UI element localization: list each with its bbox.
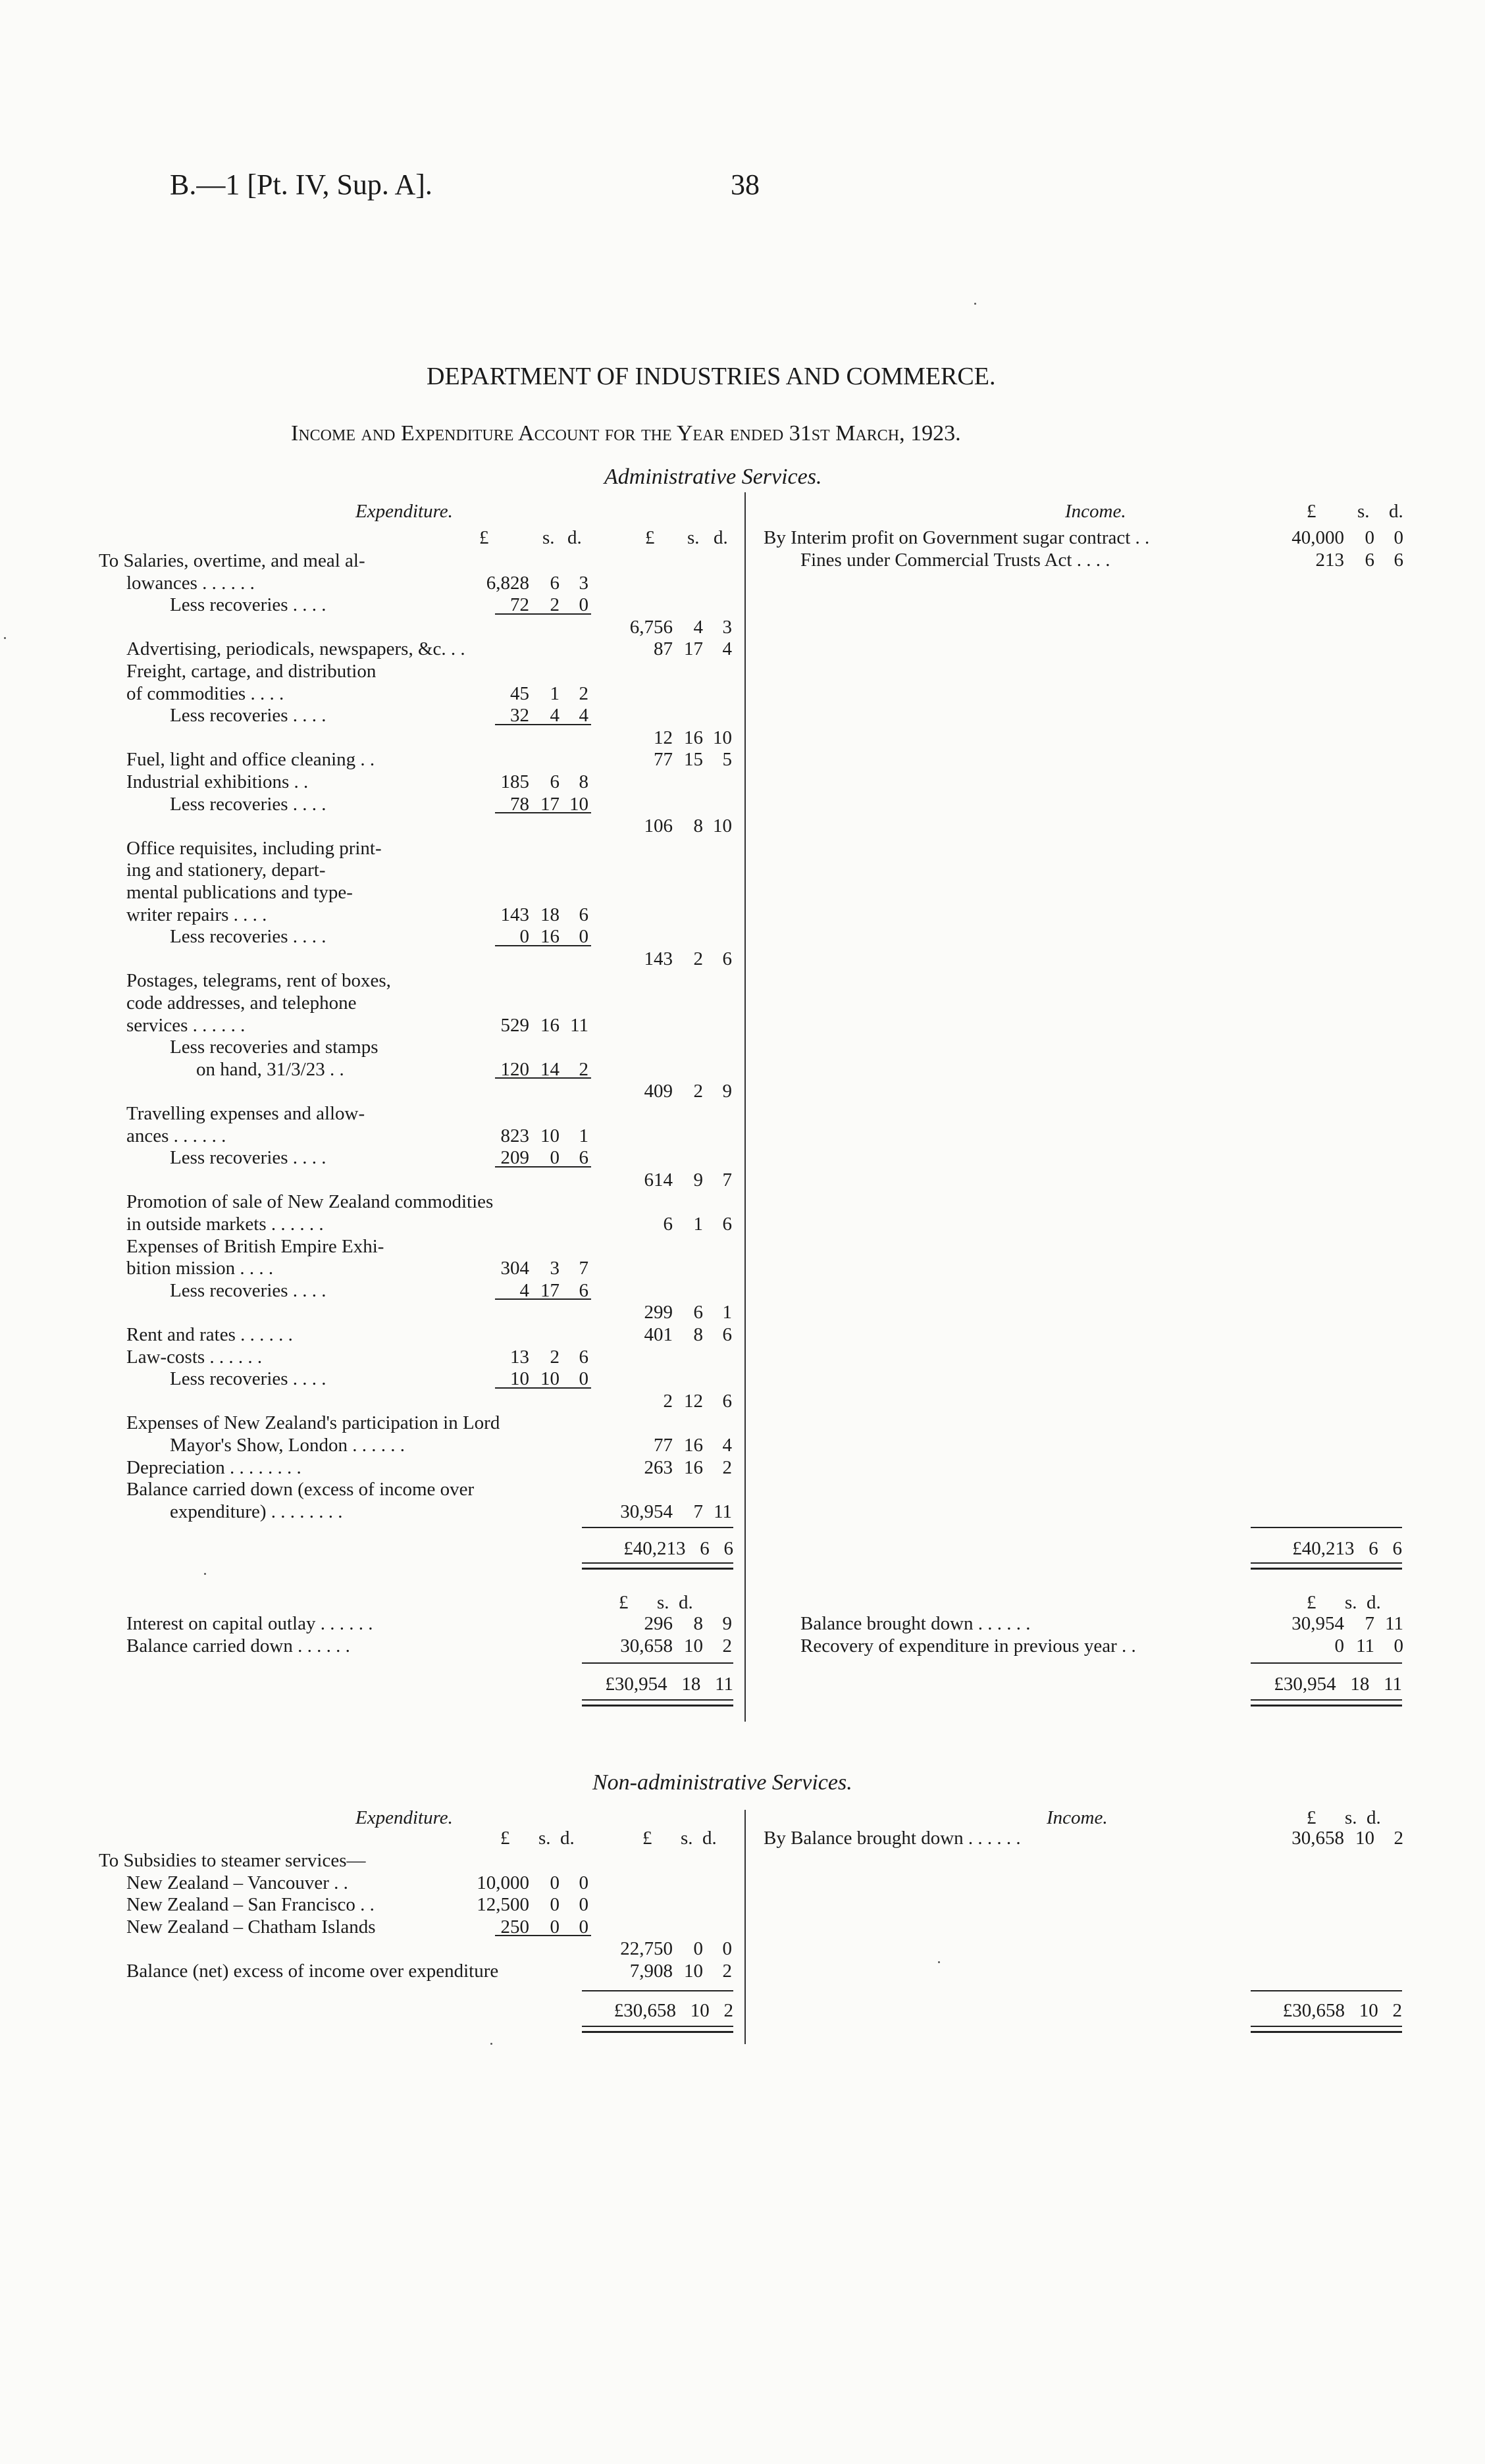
admin-income-amount-pounds: 40,000 — [1291, 527, 1344, 548]
admin-exp-inner-amount-pence: 0 — [579, 926, 588, 948]
admin-exp-total-pounds: £40,213 — [623, 1538, 686, 1559]
admin-exp-inner-amount-shillings: 0 — [550, 1147, 560, 1169]
admin-income-amount-shillings: 6 — [1365, 549, 1374, 571]
admin-exp-outer-amount-shillings: 2 — [693, 948, 703, 969]
nonadmin-exp-inner-amount-pence: 0 — [579, 1916, 588, 1938]
nonadmin-exp-inner-amount-shillings: 0 — [550, 1872, 560, 1893]
nonadmin-exp-line: Balance (net) excess of income over expenditure — [126, 1961, 499, 1982]
balance-exp-amount-pounds: 30,658 — [620, 1635, 673, 1656]
admin-exp-outer-amount-pounds: 614 — [644, 1169, 673, 1191]
scan-speck — [490, 2043, 492, 2045]
admin-exp-inner-amount-pounds: 143 — [500, 904, 529, 925]
admin-exp-line: Law-costs . . . . . . — [126, 1346, 263, 1368]
admin-exp-outer-amount-shillings: 8 — [693, 815, 703, 837]
admin-inc-total-double-rule — [1251, 1562, 1402, 1570]
admin-exp-outer-amount-pence: 7 — [722, 1169, 732, 1191]
scan-speck — [974, 303, 976, 305]
nonadmin-exp-inner-amount-pounds: 10,000 — [477, 1872, 529, 1893]
admin-subtotal-rule — [495, 1387, 591, 1389]
balance-inc-total-shillings: 18 — [1350, 1674, 1370, 1695]
admin-exp-outer-amount-pounds: 409 — [644, 1081, 673, 1102]
admin-exp-line: Travelling expenses and allow- — [126, 1103, 365, 1124]
admin-exp-inner-amount-shillings: 16 — [540, 926, 560, 948]
nonadmin-inc-amount-pence: 2 — [1394, 1828, 1403, 1849]
admin-exp-outer-amount-shillings: 17 — [684, 638, 703, 660]
admin-exp-inner-amount-pence: 7 — [579, 1258, 588, 1279]
balance-exp-amount-shillings: 8 — [693, 1613, 703, 1634]
admin-inc-total-pounds: £40,213 — [1292, 1538, 1355, 1559]
balance-exp-amount-shillings: 10 — [684, 1635, 703, 1656]
admin-exp-line: Less recoveries . . . . — [170, 1147, 326, 1169]
admin-col-head: £ — [645, 527, 655, 548]
admin-exp-inner-amount-shillings: 17 — [540, 793, 560, 815]
nonadmin-exp-outer-amount-shillings: 10 — [684, 1961, 703, 1982]
admin-exp-line: Depreciation . . . . . . . . — [126, 1456, 301, 1478]
admin-exp-inner-amount-pounds: 10 — [510, 1368, 529, 1390]
admin-exp-line: Office requisites, including print- — [126, 837, 382, 859]
admin-exp-outer-amount-pence: 10 — [713, 727, 732, 748]
admin-exp-outer-amount-pounds: 6 — [663, 1214, 673, 1235]
admin-exp-outer-amount-pence: 1 — [722, 1302, 732, 1323]
admin-exp-outer-amount-pounds: 143 — [644, 948, 673, 969]
admin-exp-line: services . . . . . . — [126, 1014, 246, 1036]
admin-exp-inner-amount-pence: 11 — [570, 1014, 588, 1036]
admin-exp-outer-amount-shillings: 9 — [693, 1169, 703, 1191]
admin-exp-inner-amount-pounds: 120 — [500, 1058, 529, 1080]
admin-exp-outer-amount-shillings: 16 — [684, 1456, 703, 1478]
scan-speck — [204, 1573, 206, 1575]
nonadmin-exp-line: New Zealand – Chatham Islands — [126, 1916, 376, 1938]
admin-exp-outer-amount-pounds: 87 — [654, 638, 673, 660]
admin-exp-outer-amount-pounds: 299 — [644, 1302, 673, 1323]
admin-exp-inner-amount-pounds: 78 — [510, 793, 529, 815]
admin-exp-outer-amount-pence: 2 — [722, 1456, 732, 1478]
admin-exp-outer-amount-pence: 4 — [722, 638, 732, 660]
nonadmin-exp-total — [582, 1999, 733, 2022]
admin-exp-line: mental publications and type- — [126, 882, 353, 903]
admin-exp-inner-amount-pence: 4 — [579, 705, 588, 727]
admin-inc-total-shillings: 6 — [1368, 1538, 1378, 1559]
admin-exp-outer-amount-pounds: 2 — [663, 1390, 673, 1412]
admin-income-line: Fines under Commercial Trusts Act . . . . — [800, 549, 1110, 571]
balance-inc-total — [1251, 1673, 1402, 1695]
admin-exp-inner-amount-pence: 10 — [569, 793, 588, 815]
admin-income-col-shilling: s. — [1357, 501, 1370, 522]
admin-exp-outer-amount-pence: 6 — [722, 948, 732, 969]
nonadmin-inc-line: By Balance brought down . . . . . . — [764, 1828, 1021, 1849]
admin-exp-line: on hand, 31/3/23 . . — [196, 1058, 344, 1080]
balance-exp-total-rule — [582, 1662, 733, 1664]
admin-exp-line: Mayor's Show, London . . . . . . — [170, 1435, 405, 1456]
nonadmin-income-col-heads: £ s. d. — [1307, 1807, 1381, 1828]
balance-inc-col-heads: £ s. d. — [1307, 1592, 1381, 1613]
admin-income-line: By Interim profit on Government sugar contract . . — [764, 527, 1150, 548]
admin-exp-line: Less recoveries . . . . — [170, 705, 326, 727]
nonadmin-expenditure-heading: Expenditure. — [355, 1807, 453, 1828]
admin-exp-line: Freight, cartage, and distribution — [126, 661, 377, 682]
admin-exp-line: code addresses, and telephone — [126, 992, 357, 1014]
admin-exp-inner-amount-pounds: 72 — [510, 594, 529, 616]
nonadmin-inc-amount-shillings: 10 — [1355, 1828, 1374, 1849]
admin-exp-inner-amount-pounds: 823 — [500, 1125, 529, 1146]
nonadmin-exp-outer-amount-pounds: 7,908 — [629, 1961, 673, 1982]
admin-subtotal-rule — [495, 1166, 591, 1168]
admin-exp-line: Expenses of New Zealand's participation in Lord — [126, 1412, 500, 1434]
admin-exp-outer-amount-shillings: 7 — [693, 1501, 703, 1522]
balance-inc-amount-pence: 11 — [1385, 1613, 1403, 1634]
balance-exp-amount-pence: 9 — [722, 1613, 732, 1634]
admin-col-head: s. — [687, 527, 700, 548]
admin-exp-inner-amount-pence: 6 — [579, 904, 588, 925]
admin-exp-inner-amount-shillings: 3 — [550, 1258, 560, 1279]
admin-exp-line: Less recoveries . . . . — [170, 594, 326, 616]
admin-exp-outer-amount-pence: 10 — [713, 815, 732, 837]
admin-exp-inner-amount-pence: 2 — [579, 682, 588, 704]
admin-exp-line: Balance carried down (excess of income over — [126, 1479, 475, 1501]
nonadmin-exp-inner-amount-shillings: 0 — [550, 1894, 560, 1916]
admin-subtotal-rule — [495, 945, 591, 946]
admin-inc-total-rule — [1251, 1527, 1402, 1528]
admin-income-col-pound: £ — [1307, 501, 1316, 522]
admin-exp-total-double-rule — [582, 1562, 733, 1570]
admin-exp-outer-amount-shillings: 4 — [693, 616, 703, 638]
admin-exp-inner-amount-pounds: 32 — [510, 705, 529, 727]
nonadmin-exp-inner-amount-pence: 0 — [579, 1894, 588, 1916]
admin-exp-total-shillings: 6 — [700, 1538, 710, 1559]
balance-exp-line: Balance carried down . . . . . . — [126, 1635, 350, 1656]
balance-inc-amount-pence: 0 — [1394, 1635, 1403, 1656]
admin-exp-outer-amount-pence: 6 — [722, 1214, 732, 1235]
nonadmin-exp-inner-amount-pounds: 250 — [500, 1916, 529, 1938]
nonadmin-outer-col-heads: £ s. d. — [642, 1828, 717, 1849]
admin-exp-total-pence: 6 — [723, 1538, 733, 1559]
admin-col-head: d. — [567, 527, 582, 548]
scan-speck — [4, 637, 6, 639]
admin-exp-inner-amount-pounds: 45 — [510, 682, 529, 704]
admin-income-amount-pence: 6 — [1394, 549, 1403, 571]
admin-exp-line: To Salaries, overtime, and meal al- — [99, 550, 365, 571]
nonadmin-inc-total-rule — [1251, 1990, 1402, 1991]
admin-exp-outer-amount-pence: 6 — [722, 1390, 732, 1412]
admin-exp-line: Promotion of sale of New Zealand commodities — [126, 1191, 494, 1213]
admin-exp-inner-amount-shillings: 16 — [540, 1014, 560, 1036]
admin-exp-inner-amount-pence: 8 — [579, 771, 588, 792]
admin-exp-inner-amount-shillings: 10 — [540, 1125, 560, 1146]
balance-exp-total — [582, 1673, 733, 1695]
balance-inc-amount-pounds: 0 — [1334, 1635, 1344, 1656]
admin-exp-outer-amount-pence: 4 — [722, 1435, 732, 1456]
nonadmin-inc-double-rule — [1251, 2026, 1402, 2033]
admin-exp-inner-amount-pounds: 4 — [519, 1279, 529, 1301]
admin-inc-total-pence: 6 — [1392, 1538, 1402, 1559]
admin-exp-inner-amount-pounds: 185 — [500, 771, 529, 792]
admin-col-head: s. — [542, 527, 555, 548]
admin-exp-total-rule — [582, 1527, 733, 1528]
nonadmin-exp-total-pounds: £30,658 — [613, 2000, 676, 2021]
nonadmin-inner-col-heads: £ s. d. — [500, 1828, 575, 1849]
department-title: DEPARTMENT OF INDUSTRIES AND COMMERCE. — [427, 363, 996, 390]
admin-inc-total — [1251, 1537, 1402, 1560]
balance-inc-double-rule — [1251, 1699, 1402, 1707]
nonadmin-inc-total — [1251, 1999, 1402, 2022]
nonadmin-exp-inner-amount-pence: 0 — [579, 1872, 588, 1893]
admin-exp-line: Less recoveries and stamps — [170, 1037, 378, 1058]
admin-exp-inner-amount-pounds: 0 — [519, 926, 529, 948]
nonadmin-column-divider — [744, 1810, 746, 2044]
admin-col-head: £ — [479, 527, 489, 548]
admin-exp-line: Expenses of British Empire Exhi- — [126, 1235, 384, 1257]
admin-exp-outer-amount-pounds: 6,756 — [629, 616, 673, 638]
admin-income-col-pence: d. — [1389, 501, 1403, 522]
admin-exp-inner-amount-pence: 6 — [579, 1346, 588, 1368]
admin-exp-outer-amount-pounds: 30,954 — [620, 1501, 673, 1522]
admin-exp-line: writer repairs . . . . — [126, 904, 267, 925]
balance-inc-line: Recovery of expenditure in previous year . . — [800, 1635, 1136, 1656]
admin-exp-line: Industrial exhibitions . . — [126, 771, 309, 792]
balance-exp-amount-pence: 2 — [722, 1635, 732, 1656]
nonadmin-income-heading: Income. — [1047, 1807, 1108, 1828]
admin-exp-outer-amount-pounds: 77 — [654, 749, 673, 771]
admin-exp-outer-amount-pounds: 106 — [644, 815, 673, 837]
admin-exp-inner-amount-pounds: 6,828 — [486, 572, 529, 594]
nonadmin-inc-total-shillings: 10 — [1359, 2000, 1378, 2021]
balance-inc-total-pounds: £30,954 — [1274, 1674, 1336, 1695]
admin-exp-line: ances . . . . . . — [126, 1125, 226, 1146]
admin-subtotal-rule — [495, 1298, 591, 1300]
admin-exp-outer-amount-shillings: 6 — [693, 1302, 703, 1323]
admin-exp-outer-amount-shillings: 16 — [684, 727, 703, 748]
nonadmin-exp-outer-amount-shillings: 0 — [693, 1938, 703, 1960]
admin-subtotal-rule — [495, 812, 591, 813]
account-title: Income and Expenditure Account for the Year ended 31st March, 1923. — [291, 421, 961, 446]
nonadmin-inc-amount-pounds: 30,658 — [1291, 1828, 1344, 1849]
nonadmin-section-title: Non-administrative Services. — [592, 1770, 852, 1795]
admin-exp-line: in outside markets . . . . . . — [126, 1214, 324, 1235]
admin-exp-inner-amount-pence: 0 — [579, 594, 588, 616]
document-reference: B.—1 [Pt. IV, Sup. A]. — [170, 168, 432, 201]
nonadmin-exp-inner-amount-shillings: 0 — [550, 1916, 560, 1938]
admin-exp-outer-amount-pounds: 77 — [654, 1435, 673, 1456]
balance-inc-line: Balance brought down . . . . . . — [800, 1613, 1031, 1634]
admin-col-head: d. — [714, 527, 728, 548]
admin-exp-outer-amount-shillings: 2 — [693, 1081, 703, 1102]
admin-exp-line: bition mission . . . . — [126, 1258, 274, 1279]
admin-exp-line: of commodities . . . . — [126, 682, 284, 704]
admin-exp-inner-amount-shillings: 18 — [540, 904, 560, 925]
admin-exp-inner-amount-pence: 0 — [579, 1368, 588, 1390]
admin-exp-inner-amount-shillings: 2 — [550, 594, 560, 616]
balance-inc-total-rule — [1251, 1662, 1402, 1664]
admin-exp-outer-amount-pounds: 263 — [644, 1456, 673, 1478]
admin-exp-line: Fuel, light and office cleaning . . — [126, 749, 375, 771]
nonadmin-exp-total-pence: 2 — [723, 2000, 733, 2021]
nonadmin-exp-line: To Subsidies to steamer services— — [99, 1850, 366, 1871]
balance-inc-amount-shillings: 7 — [1365, 1613, 1374, 1634]
nonadmin-exp-line: New Zealand – Vancouver . . — [126, 1872, 348, 1893]
admin-exp-line: Rent and rates . . . . . . — [126, 1324, 293, 1345]
page-number: 38 — [731, 168, 760, 201]
admin-exp-inner-amount-shillings: 1 — [550, 682, 560, 704]
admin-income-amount-shillings: 0 — [1365, 527, 1374, 548]
admin-exp-outer-amount-pence: 6 — [722, 1324, 732, 1345]
nonadmin-exp-inner-amount-pounds: 12,500 — [477, 1894, 529, 1916]
admin-exp-outer-amount-shillings: 1 — [693, 1214, 703, 1235]
admin-subtotal-rule — [495, 1077, 591, 1079]
admin-exp-inner-amount-pounds: 529 — [500, 1014, 529, 1036]
admin-exp-inner-amount-pence: 6 — [579, 1279, 588, 1301]
admin-income-amount-pence: 0 — [1394, 527, 1403, 548]
balance-exp-col-heads: £ s. d. — [619, 1592, 693, 1613]
nonadmin-exp-outer-amount-pounds: 22,750 — [620, 1938, 673, 1960]
balance-inc-amount-shillings: 11 — [1356, 1635, 1374, 1656]
admin-column-divider — [744, 492, 746, 1722]
admin-exp-inner-amount-pence: 6 — [579, 1147, 588, 1169]
admin-exp-inner-amount-pence: 2 — [579, 1058, 588, 1080]
balance-inc-amount-pounds: 30,954 — [1291, 1613, 1344, 1634]
nonadmin-exp-total-rule — [582, 1990, 733, 1991]
admin-exp-outer-amount-pence: 11 — [714, 1501, 732, 1522]
balance-exp-amount-pounds: 296 — [644, 1613, 673, 1634]
admin-exp-outer-amount-shillings: 15 — [684, 749, 703, 771]
admin-exp-inner-amount-shillings: 6 — [550, 572, 560, 594]
admin-section-title: Administrative Services. — [604, 465, 822, 489]
admin-exp-inner-amount-pounds: 304 — [500, 1258, 529, 1279]
admin-exp-outer-amount-pounds: 401 — [644, 1324, 673, 1345]
nonadmin-exp-line: New Zealand – San Francisco . . — [126, 1894, 375, 1916]
nonadmin-exp-outer-amount-pence: 0 — [722, 1938, 732, 1960]
admin-exp-line: ing and stationery, depart- — [126, 860, 326, 881]
balance-exp-line: Interest on capital outlay . . . . . . — [126, 1613, 373, 1634]
nonadmin-exp-total-shillings: 10 — [690, 2000, 710, 2021]
admin-income-amount-pounds: 213 — [1315, 549, 1344, 571]
admin-exp-inner-amount-shillings: 10 — [540, 1368, 560, 1390]
admin-exp-line: lowances . . . . . . — [126, 572, 255, 594]
admin-exp-inner-amount-pounds: 209 — [500, 1147, 529, 1169]
admin-exp-inner-amount-shillings: 17 — [540, 1279, 560, 1301]
admin-exp-inner-amount-pounds: 13 — [510, 1346, 529, 1368]
admin-exp-outer-amount-pence: 3 — [722, 616, 732, 638]
admin-exp-line: Less recoveries . . . . — [170, 793, 326, 815]
balance-exp-double-rule — [582, 1699, 733, 1707]
admin-exp-line: Less recoveries . . . . — [170, 1279, 326, 1301]
admin-exp-outer-amount-pounds: 12 — [654, 727, 673, 748]
admin-exp-inner-amount-shillings: 6 — [550, 771, 560, 792]
admin-exp-inner-amount-pence: 3 — [579, 572, 588, 594]
admin-exp-line: Postages, telegrams, rent of boxes, — [126, 970, 391, 992]
admin-exp-outer-amount-shillings: 16 — [684, 1435, 703, 1456]
nonadmin-exp-double-rule — [582, 2026, 733, 2033]
admin-subtotal-rule — [495, 613, 591, 615]
balance-exp-total-pence: 11 — [715, 1674, 733, 1695]
admin-exp-line: expenditure) . . . . . . . . — [170, 1501, 343, 1522]
balance-inc-total-pence: 11 — [1384, 1674, 1402, 1695]
admin-exp-inner-amount-shillings: 14 — [540, 1058, 560, 1080]
admin-exp-outer-amount-shillings: 12 — [684, 1390, 703, 1412]
admin-exp-line: Less recoveries . . . . — [170, 1368, 326, 1390]
nonadmin-inc-total-pounds: £30,658 — [1282, 2000, 1345, 2021]
nonadmin-subtotal-rule — [495, 1935, 591, 1936]
admin-expenditure-heading: Expenditure. — [355, 501, 453, 522]
nonadmin-inc-total-pence: 2 — [1392, 2000, 1402, 2021]
nonadmin-exp-outer-amount-pence: 2 — [722, 1961, 732, 1982]
balance-exp-total-pounds: £30,954 — [605, 1674, 667, 1695]
balance-exp-total-shillings: 18 — [681, 1674, 701, 1695]
admin-exp-outer-amount-pence: 5 — [722, 749, 732, 771]
admin-exp-outer-amount-pence: 9 — [722, 1081, 732, 1102]
admin-exp-inner-amount-shillings: 4 — [550, 705, 560, 727]
admin-exp-outer-amount-shillings: 8 — [693, 1324, 703, 1345]
scan-speck — [938, 1961, 940, 1963]
admin-exp-line: Less recoveries . . . . — [170, 926, 326, 948]
admin-exp-inner-amount-shillings: 2 — [550, 1346, 560, 1368]
admin-exp-total — [582, 1537, 733, 1560]
admin-exp-inner-amount-pence: 1 — [579, 1125, 588, 1146]
admin-exp-line: Advertising, periodicals, newspapers, &c. . . — [126, 638, 465, 660]
admin-subtotal-rule — [495, 724, 591, 725]
admin-income-heading: Income. — [1065, 501, 1126, 522]
